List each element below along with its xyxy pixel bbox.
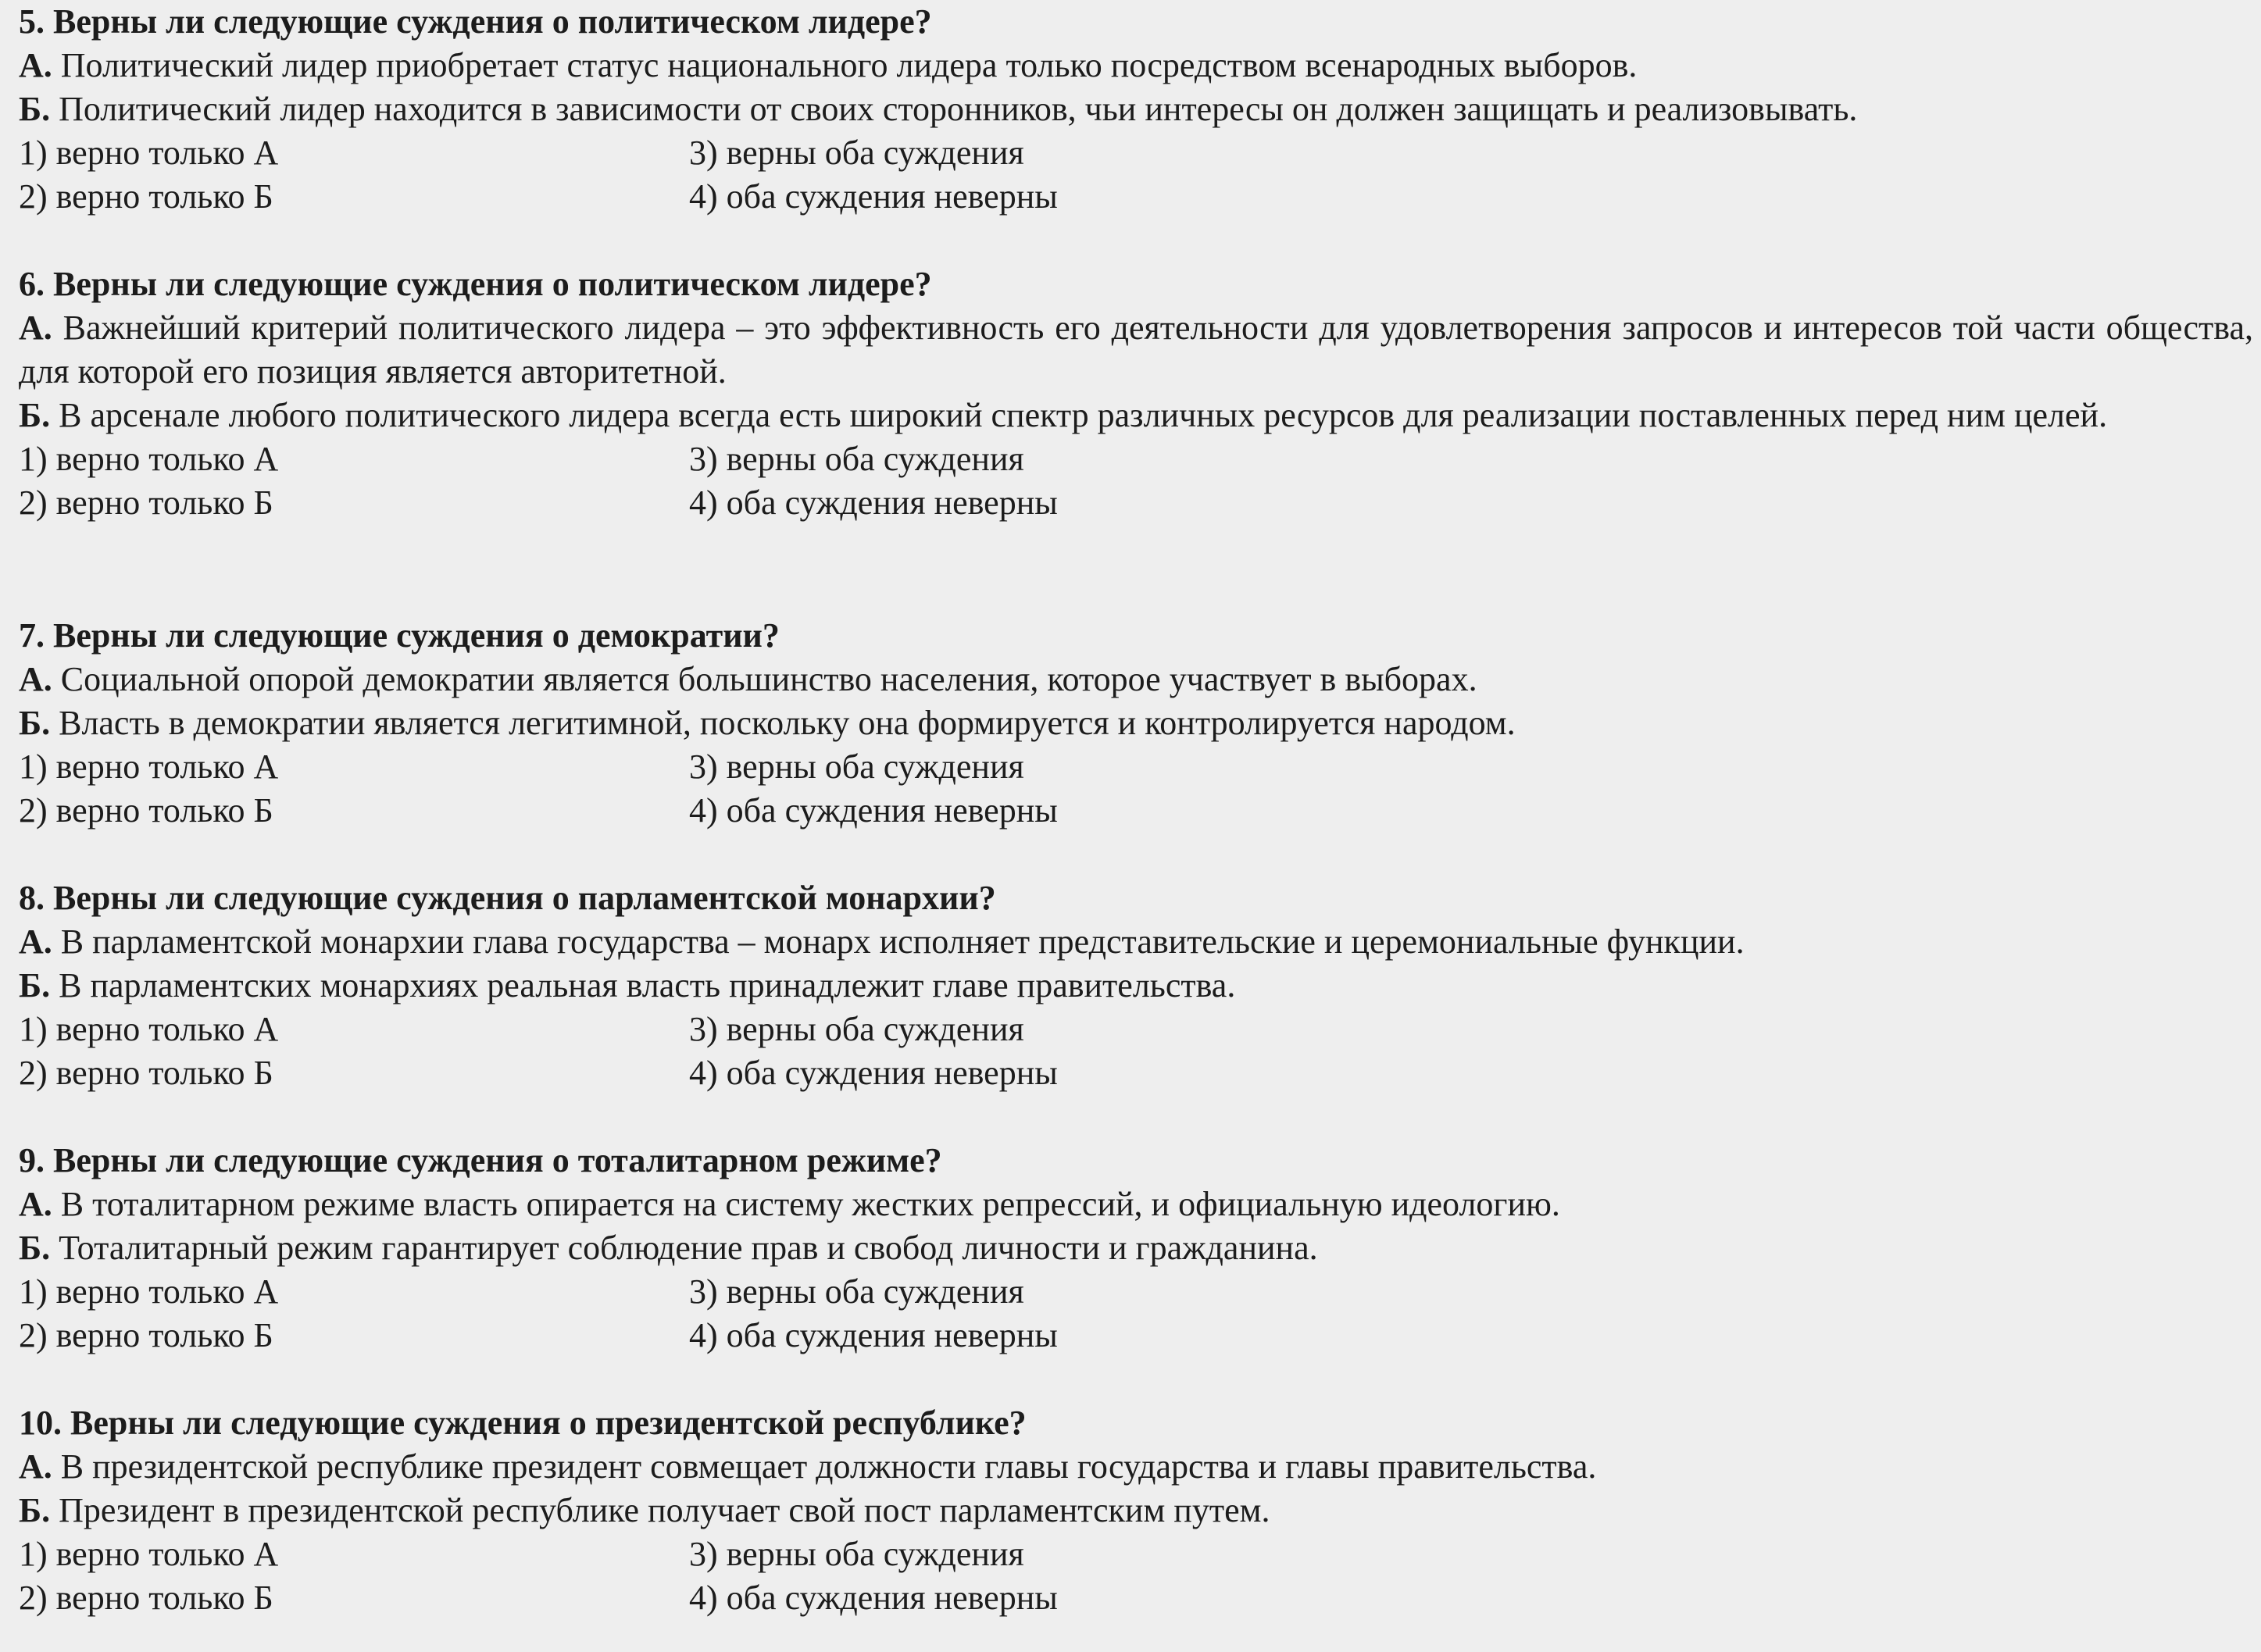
option-2: 2) верно только Б xyxy=(19,1316,273,1354)
statement-letter: Б. xyxy=(19,1491,51,1529)
statement-letter: А. xyxy=(19,1185,52,1223)
statement-text: В арсенале любого политического лидера всегда есть широкий спектр различных ресурсов для реализации поставленных перед ним целей. xyxy=(50,396,2108,434)
statement-a xyxy=(19,1445,2253,1489)
option-4: 4) оба суждения неверны xyxy=(689,177,1058,216)
question-8 xyxy=(19,876,2253,1095)
question-title: 5. Верны ли следующие суждения о политическом лидере? xyxy=(19,2,932,41)
statement-letter: Б. xyxy=(19,396,51,434)
answer-options xyxy=(19,1532,2253,1620)
option-4: 4) оба суждения неверны xyxy=(689,1316,1058,1354)
option-1: 1) верно только А xyxy=(19,440,279,478)
option-3: 3) верны оба суждения xyxy=(689,1010,1024,1048)
option-3: 3) верны оба суждения xyxy=(689,134,1024,172)
statement-b xyxy=(19,964,2253,1008)
statement-b xyxy=(19,87,2253,131)
statement-a xyxy=(19,44,2253,87)
option-4: 4) оба суждения неверны xyxy=(689,483,1058,522)
option-3: 3) верны оба суждения xyxy=(689,1535,1024,1573)
statement-letter: Б. xyxy=(19,704,51,742)
statement-a xyxy=(19,658,2253,701)
option-1: 1) верно только А xyxy=(19,1272,279,1311)
question-7 xyxy=(19,614,2253,833)
question-title: 8. Верны ли следующие суждения о парламентской монархии? xyxy=(19,879,996,917)
statement-text: В парламентских монархиях реальная власть принадлежит главе правительства. xyxy=(50,966,1236,1004)
answer-options xyxy=(19,131,2253,219)
statement-letter: Б. xyxy=(19,1229,51,1267)
option-2: 2) верно только Б xyxy=(19,1054,273,1092)
statement-text: Политический лидер находится в зависимости от своих сторонников, чьи интересы он должен защищать и реализовывать. xyxy=(50,90,1858,128)
statement-b xyxy=(19,1226,2253,1270)
option-4: 4) оба суждения неверны xyxy=(689,791,1058,830)
statement-text: Власть в демократии является легитимной, поскольку она формируется и контролируется народом. xyxy=(50,704,1516,742)
statement-text: В президентской республике президент совмещает должности главы государства и главы правительства. xyxy=(52,1447,1597,1486)
question-10 xyxy=(19,1401,2253,1620)
statement-text: Социальной опорой демократии является большинство населения, которое участвует в выборах. xyxy=(52,660,1477,698)
answer-options xyxy=(19,745,2253,833)
option-3: 3) верны оба суждения xyxy=(689,1272,1024,1311)
statement-text: В тоталитарном режиме власть опирается на систему жестких репрессий, и официальную идеологию. xyxy=(52,1185,1560,1223)
question-title: 10. Верны ли следующие суждения о президентской республике? xyxy=(19,1404,1027,1442)
statement-a xyxy=(19,1183,2253,1226)
option-1: 1) верно только А xyxy=(19,1010,279,1048)
option-4: 4) оба суждения неверны xyxy=(689,1579,1058,1617)
statement-text: В парламентской монархии глава государства – монарх исполняет представительские и церемониальные функции. xyxy=(52,922,1745,961)
option-3: 3) верны оба суждения xyxy=(689,748,1024,786)
question-6 xyxy=(19,262,2253,525)
question-title: 7. Верны ли следующие суждения о демократии? xyxy=(19,616,780,655)
question-title: 6. Верны ли следующие суждения о политическом лидере? xyxy=(19,265,932,303)
statement-letter: А. xyxy=(19,1447,52,1486)
option-2: 2) верно только Б xyxy=(19,791,273,830)
statement-text: Тоталитарный режим гарантирует соблюдение прав и свобод личности и гражданина. xyxy=(50,1229,1318,1267)
statement-letter: А. xyxy=(19,922,52,961)
answer-options xyxy=(19,437,2253,525)
option-2: 2) верно только Б xyxy=(19,1579,273,1617)
statement-text: Политический лидер приобретает статус национального лидера только посредством всенародных выборов. xyxy=(52,46,1638,84)
answer-options xyxy=(19,1270,2253,1358)
statement-letter: А. xyxy=(19,46,52,84)
statement-text: Президент в президентской республике получает свой пост парламентским путем. xyxy=(50,1491,1270,1529)
statement-b xyxy=(19,701,2253,745)
statement-b xyxy=(19,1489,2253,1532)
option-3: 3) верны оба суждения xyxy=(689,440,1024,478)
statement-a xyxy=(19,306,2253,394)
answer-options xyxy=(19,1008,2253,1095)
statement-a xyxy=(19,920,2253,964)
statement-letter: А. xyxy=(19,309,52,347)
option-1: 1) верно только А xyxy=(19,748,279,786)
question-title: 9. Верны ли следующие суждения о тоталитарном режиме? xyxy=(19,1141,942,1179)
statement-letter: Б. xyxy=(19,966,51,1004)
statement-text: Важнейший критерий политического лидера – это эффективность его деятельности для удовлетворения запросов и интересов той части общества, для которой его позиция является авторитетной. xyxy=(19,309,2253,391)
option-4: 4) оба суждения неверны xyxy=(689,1054,1058,1092)
question-9 xyxy=(19,1139,2253,1358)
option-1: 1) верно только А xyxy=(19,134,279,172)
statement-letter: А. xyxy=(19,660,52,698)
option-2: 2) верно только Б xyxy=(19,483,273,522)
statement-b xyxy=(19,394,2253,437)
option-1: 1) верно только А xyxy=(19,1535,279,1573)
question-5 xyxy=(19,0,2253,219)
statement-letter: Б. xyxy=(19,90,51,128)
option-2: 2) верно только Б xyxy=(19,177,273,216)
